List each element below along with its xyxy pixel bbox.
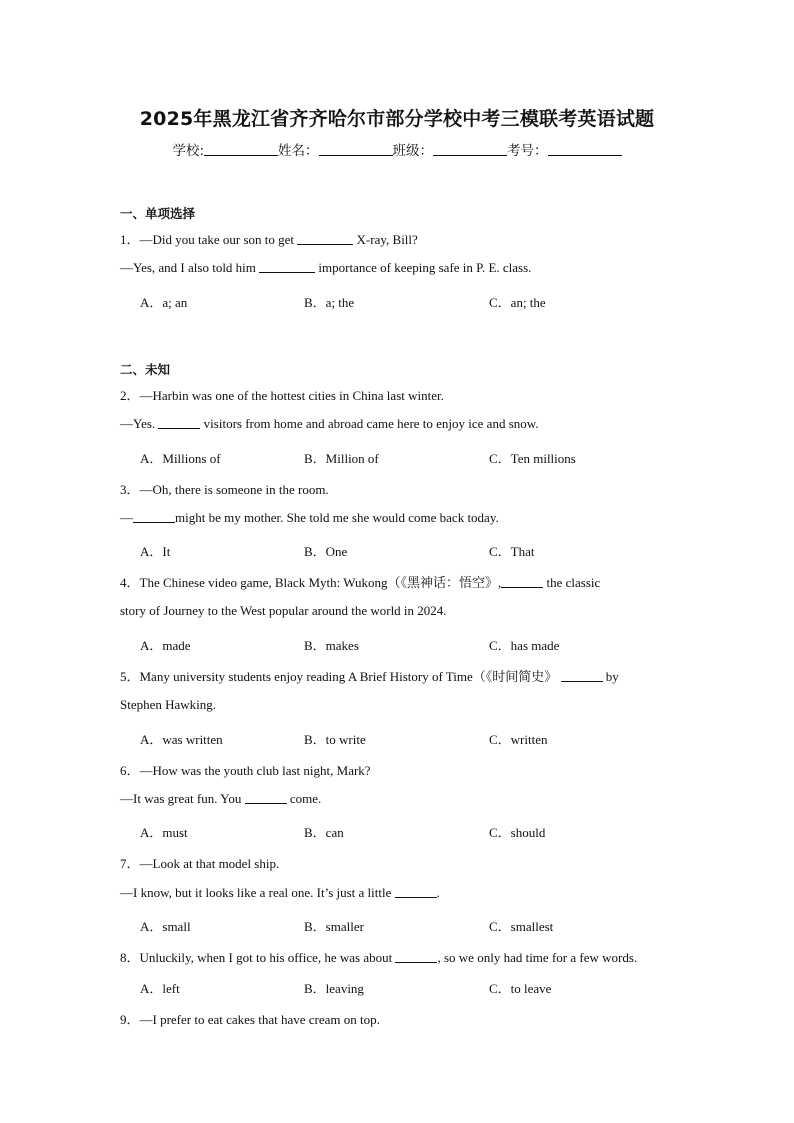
name-label: 姓名：: [278, 143, 319, 159]
answer-blank[interactable]: [395, 951, 437, 963]
q3-option-c[interactable]: C．That: [489, 544, 535, 559]
student-info-line: [0, 139, 794, 159]
question-4-line-1: 4．The Chinese video game, Black Myth: Wukong（《黑神话：悟空》, the classic: [120, 575, 601, 590]
page-title: 2025年黑龙江省齐齐哈尔市部分学校中考三模联考英语试题: [139, 108, 655, 130]
q4-option-c[interactable]: C．has made: [489, 638, 560, 653]
q4-option-b[interactable]: B．makes: [304, 638, 359, 653]
class-label: 班级：: [392, 143, 434, 159]
question-3-line-1: 3．—Oh, there is someone in the room.: [120, 482, 329, 497]
q5-option-b[interactable]: B．to write: [304, 732, 366, 747]
answer-blank[interactable]: [561, 670, 603, 682]
question-4-line-2: story of Journey to the West popular around the world in 2024.: [120, 603, 447, 618]
question-6-line-2: —It was great fun. You come.: [120, 791, 322, 806]
q1-option-a[interactable]: A．a; an: [140, 295, 188, 310]
q1-option-b[interactable]: B．a; the: [304, 295, 355, 310]
question-3-line-2: — might be my mother. She told me she would come back today.: [120, 510, 499, 525]
question-9-line-1: 9．—I prefer to eat cakes that have cream on top.: [120, 1012, 380, 1027]
q8-option-c[interactable]: C．to leave: [489, 981, 552, 996]
question-7-line-2: —I know, but it looks like a real one. It’s just a little .: [120, 885, 440, 900]
question-5-line-2: Stephen Hawking.: [120, 697, 217, 712]
school-blank[interactable]: [204, 143, 278, 156]
section-heading-2: 二、未知: [120, 362, 171, 377]
q5-option-a[interactable]: A．was written: [140, 732, 223, 747]
class-blank[interactable]: [433, 143, 507, 156]
q4-option-a[interactable]: A．made: [140, 638, 191, 653]
q7-option-c[interactable]: C．smallest: [489, 919, 554, 934]
section-heading-1: 一、单项选择: [120, 206, 196, 221]
exam-no-label: 考号：: [507, 143, 548, 159]
q7-option-b[interactable]: B．smaller: [304, 919, 364, 934]
school-label: 学校:: [172, 143, 205, 159]
q6-option-c[interactable]: C．should: [489, 825, 546, 840]
q3-option-b[interactable]: B．One: [304, 544, 348, 559]
answer-blank[interactable]: [259, 261, 315, 273]
answer-blank[interactable]: [395, 886, 437, 898]
q3-option-a[interactable]: A．It: [140, 544, 171, 559]
name-blank[interactable]: [319, 143, 393, 156]
question-5-line-1: 5．Many university students enjoy reading A Brief History of Time（《时间简史》 by: [120, 669, 619, 684]
q8-option-a[interactable]: A．left: [140, 981, 180, 996]
answer-blank[interactable]: [133, 511, 175, 523]
q5-option-c[interactable]: C．written: [489, 732, 548, 747]
question-8-line-1: 8．Unluckily, when I got to his office, he was about , so we only had time for a few words.: [120, 950, 638, 965]
q6-option-a[interactable]: A．must: [140, 825, 188, 840]
q1-option-c[interactable]: C．an; the: [489, 295, 546, 310]
exam-no-blank[interactable]: [548, 143, 622, 156]
answer-blank[interactable]: [158, 417, 200, 429]
answer-blank[interactable]: [501, 576, 543, 588]
q2-option-b[interactable]: B．Million of: [304, 451, 379, 466]
q7-option-a[interactable]: A．small: [140, 919, 191, 934]
q2-option-c[interactable]: C．Ten millions: [489, 451, 576, 466]
q2-option-a[interactable]: A．Millions of: [140, 451, 221, 466]
question-2-line-2: —Yes. visitors from home and abroad came here to enjoy ice and snow.: [120, 416, 539, 431]
q8-option-b[interactable]: B．leaving: [304, 981, 364, 996]
question-1-line-1: 1．—Did you take our son to get X-ray, Bill?: [120, 232, 418, 247]
q6-option-b[interactable]: B．can: [304, 825, 344, 840]
question-7-line-1: 7．—Look at that model ship.: [120, 856, 280, 871]
question-2-line-1: 2．—Harbin was one of the hottest cities in China last winter.: [120, 388, 444, 403]
answer-blank[interactable]: [297, 233, 353, 245]
question-6-line-1: 6．—How was the youth club last night, Mark?: [120, 763, 371, 778]
answer-blank[interactable]: [245, 792, 287, 804]
question-1-line-2: —Yes, and I also told him importance of keeping safe in P. E. class.: [120, 260, 532, 275]
